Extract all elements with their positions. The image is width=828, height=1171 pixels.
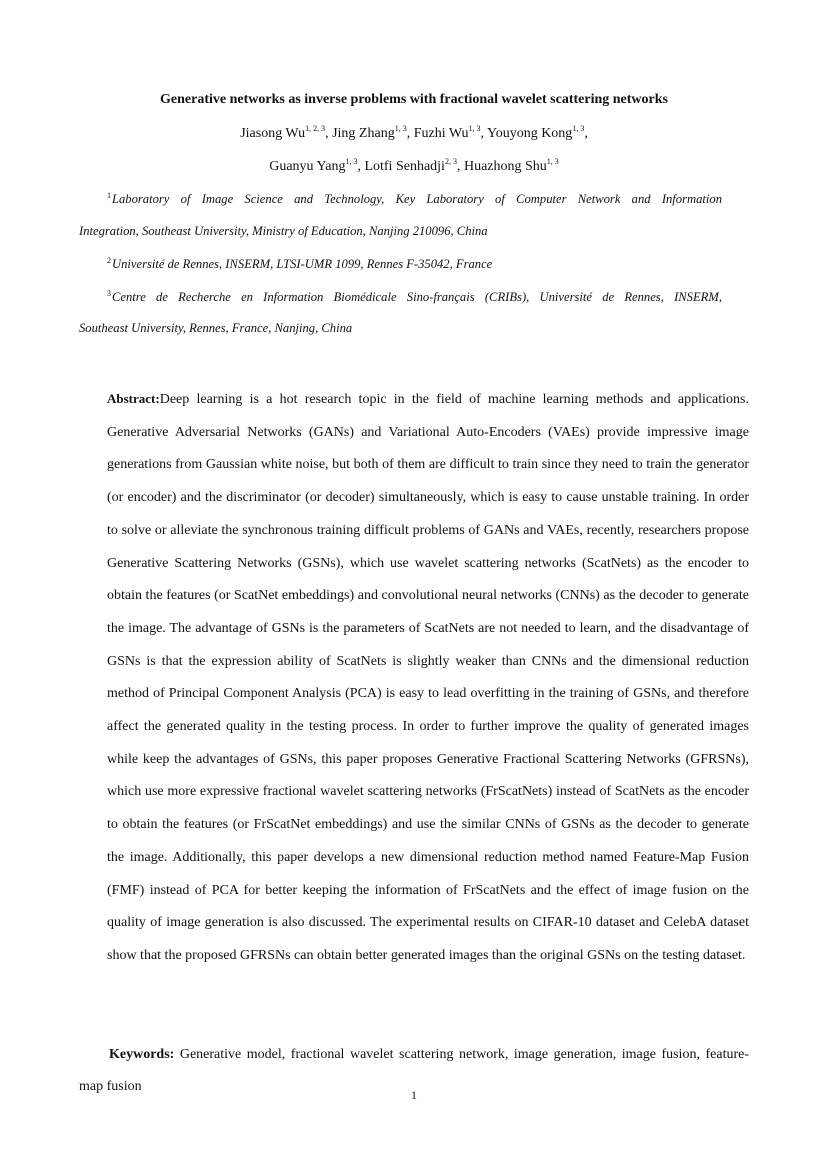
author-affiliation-marker: 1, 3 (345, 157, 358, 166)
author-separator: , (480, 126, 487, 141)
author-name: Jing Zhang (332, 126, 395, 141)
affiliation-2 (107, 256, 492, 272)
author-name: Huazhong Shu (463, 159, 547, 174)
author-name: Youyong Kong (486, 126, 573, 141)
author-affiliation-marker: 1, 2, 3 (305, 124, 326, 133)
author-affiliation-marker: 1, 3 (572, 124, 585, 133)
author-name: Jiasong Wu (240, 126, 306, 141)
author-line-2 (0, 157, 828, 175)
affiliation-1-text: Laboratory of Image Science and Technology, Key Laboratory of Computer Network and Information (112, 192, 722, 206)
author-separator: , (584, 126, 588, 141)
affiliation-3-line-2: Southeast University, Rennes, France, Nanjing, China (79, 321, 353, 335)
affiliation-1-number: 1 (107, 191, 111, 200)
author-name: Lotfi Senhadji (364, 159, 445, 174)
affiliation-2-text: Université de Rennes, INSERM, LTSI-UMR 1099, Rennes F-35042, France (112, 257, 493, 271)
author-line-1 (0, 124, 828, 142)
author-affiliation-marker: 1, 3 (468, 124, 481, 133)
author-name: Fuzhi Wu (413, 126, 469, 141)
affiliation-3-line-1 (107, 289, 722, 305)
affiliation-1-line-2: Integration, Southeast University, Ministry of Education, Nanjing 210096, China (79, 224, 488, 238)
affiliation-3-text: Centre de Recherche en Information Biomédicale Sino-français (CRIBs), Université de Rennes, INSERM, (112, 290, 722, 304)
paper-title: Generative networks as inverse problems with fractional wavelet scattering networks (160, 92, 668, 107)
abstract-text: Deep learning is a hot research topic in the field of machine learning methods and applications. Generative Adversarial Networks (GANs) and Variational Auto-Encoders (VAEs) provide impressive image generations from Gaussian white noise, but both of them are difficult to train since they need to train the generator (or encoder) and the discriminator (or decoder) simultaneously, which is easy to cause unstable training. In order to solve or alleviate the synchronous training difficult problems of GANs and VAEs, recently, researchers propose Generative Scattering Networks (GSNs), which use wavelet scattering networks (ScatNets) as the encoder to obtain the features (or ScatNet embeddings) and convolutional neural networks (CNNs) as the decoder to generate the image. The advantage of GSNs is the parameters of ScatNets are not needed to learn, and the disadvantage of GSNs is that the expression ability of ScatNets is slightly weaker than CNNs and the dimensional reduction method of Principal Component Analysis (PCA) is easy to lead overfitting in the training of GSNs, and therefore affect the generated quality in the testing process. In order to further improve the quality of generated images while keep the advantages of GSNs, this paper proposes Generative Fractional Scattering Networks (GFRSNs), which use more expressive fractional wavelet scattering networks (FrScatNets) instead of ScatNets as the encoder to obtain the features (or FrScatNet embeddings) and use the similar CNNs of GSNs as the decoder to generate the image. Additionally, this paper develops a new dimensional reduction method named Feature-Map Fusion (FMF) instead of PCA for better keeping the information of FrScatNets and the effect of image fusion on the quality of image generation is also discussed. The experimental results on CIFAR-10 dataset and CelebA dataset show that the proposed GFRSNs can obtain better generated images than the original GSNs on the testing dataset. (107, 392, 749, 963)
keywords-label: Keywords: (109, 1047, 175, 1062)
author-affiliation-marker: 2, 3 (444, 157, 457, 166)
author-separator: , (456, 159, 464, 174)
author-name: Guanyu Yang (269, 159, 346, 174)
affiliation-2-number: 2 (107, 256, 111, 265)
affiliation-1-line-1 (107, 191, 722, 207)
page-number: 1 (411, 1088, 417, 1102)
author-separator: , (325, 126, 333, 141)
author-separator: , (357, 159, 365, 174)
affiliation-3-number: 3 (107, 289, 111, 298)
author-separator: , (406, 126, 414, 141)
author-affiliation-marker: 1, 3 (546, 157, 559, 166)
abstract-label: Abstract: (107, 391, 160, 406)
keywords-text: Generative model, fractional wavelet scattering network, image generation, image fusion, feature-map fusion (79, 1047, 749, 1094)
author-affiliation-marker: 1, 3 (394, 124, 407, 133)
abstract (107, 383, 749, 973)
